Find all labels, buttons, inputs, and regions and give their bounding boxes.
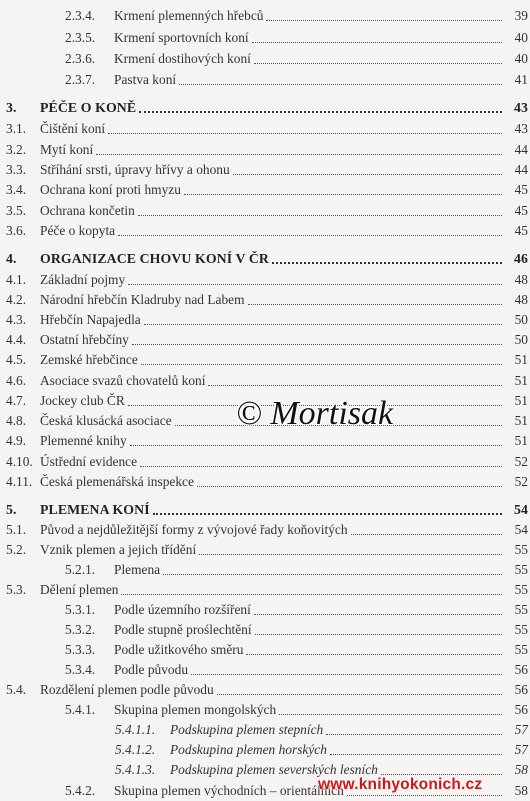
toc-chapter-entry — [0, 249, 530, 269]
toc-entry — [0, 330, 530, 350]
toc-entry — [0, 660, 530, 680]
dot-leader — [326, 734, 502, 735]
toc-entry-title: Skupina plemen východních – orientálních — [114, 783, 344, 798]
toc-entry-title: Dělení plemen — [40, 582, 119, 597]
toc-entry-number: 4.4. — [6, 332, 27, 347]
toc-entry-page-number: 52 — [514, 454, 528, 469]
toc-entry-number: 5.4.1.1. — [115, 722, 156, 737]
toc-entry-title: Národní hřebčín Kladruby nad Labem — [40, 292, 245, 307]
toc-entry-page-number: 55 — [514, 562, 528, 577]
toc-entry-number: 3.1. — [6, 121, 27, 136]
toc-entry-title: Podle původu — [114, 662, 189, 677]
toc-entry-number: 2.3.7. — [65, 72, 96, 87]
toc-entry-number: 4.1. — [6, 272, 27, 287]
toc-entry-page-number: 58 — [514, 783, 528, 798]
toc-entry — [0, 270, 530, 290]
toc-entry-title: Podle územního rozšíření — [114, 602, 251, 617]
toc-entry-number: 5.3.2. — [65, 622, 96, 637]
dot-leader — [153, 513, 502, 515]
toc-entry-page-number: 55 — [514, 582, 528, 597]
toc-entry-title: Krmení dostihových koní — [114, 51, 251, 66]
toc-entry-page-number: 54 — [514, 502, 528, 517]
toc-entry — [0, 201, 530, 221]
toc-entry — [0, 290, 530, 310]
toc-entry-page-number: 51 — [514, 393, 528, 408]
toc-entry-number: 2.3.6. — [65, 51, 96, 66]
dot-leader — [351, 534, 502, 535]
toc-entry-page-number: 57 — [514, 742, 528, 757]
dot-leader — [118, 235, 502, 236]
toc-entry-page-number: 41 — [514, 72, 528, 87]
dot-leader — [255, 634, 502, 635]
toc-entry-title: Asociace svazů chovatelů koní — [40, 373, 206, 388]
toc-entry-number: 5.4. — [6, 682, 27, 697]
dot-leader — [272, 262, 502, 264]
toc-entry-title: PÉČE O KONĚ — [40, 100, 137, 115]
toc-entry — [0, 70, 530, 90]
toc-entry — [0, 310, 530, 330]
toc-chapter-entry — [0, 500, 530, 520]
toc-entry-number: 4.6. — [6, 373, 27, 388]
dot-leader — [197, 486, 502, 487]
toc-entry-title: Krmení plemenných hřebců — [114, 8, 264, 23]
toc-entry-title: Plemena — [114, 562, 161, 577]
copyright-watermark: © Mortisak — [236, 395, 394, 432]
toc-entry — [0, 600, 530, 620]
dot-leader — [130, 445, 502, 446]
toc-entry-title: Péče o kopyta — [40, 223, 116, 238]
toc-entry-number: 5.1. — [6, 522, 27, 537]
toc-entry-title: Podskupina plemen horských — [170, 742, 327, 757]
toc-entry-title: Skupina plemen mongolských — [114, 702, 277, 717]
toc-entry-title: Ostatní hřebčíny — [40, 332, 129, 347]
toc-entry-page-number: 58 — [514, 762, 528, 777]
dot-leader — [191, 674, 502, 675]
toc-entry-page-number: 40 — [514, 30, 528, 45]
dot-leader — [138, 215, 502, 216]
toc-entry-title: Podle stupně proślechtění — [114, 622, 252, 637]
toc-entry-title: Vznik plemen a jejich třídění — [40, 542, 197, 557]
toc-entry-page-number: 54 — [514, 522, 528, 537]
dot-leader — [246, 654, 502, 655]
dot-leader — [208, 385, 502, 386]
toc-entry-title: Ochrana koní proti hmyzu — [40, 182, 181, 197]
toc-entry-page-number: 52 — [514, 474, 528, 489]
toc-entry-title: Ústřední evidence — [40, 454, 138, 469]
toc-entry-title: Mytí koní — [40, 142, 94, 157]
toc-entry — [0, 371, 530, 391]
toc-entry-page-number: 48 — [514, 272, 528, 287]
toc-entry-number: 5.4.2. — [65, 783, 96, 798]
toc-entry-number: 4.3. — [6, 312, 27, 327]
toc-entry-title: Podskupina plemen stepních — [170, 722, 324, 737]
toc-entry-page-number: 51 — [514, 352, 528, 367]
dot-leader — [96, 154, 502, 155]
toc-entry-number: 5.4.1.2. — [115, 742, 156, 757]
toc-entry-number: 4.7. — [6, 393, 27, 408]
toc-entry-number: 4.9. — [6, 433, 27, 448]
toc-entry-number: 5.2. — [6, 542, 27, 557]
toc-entry-number: 3.3. — [6, 162, 27, 177]
toc-entry-page-number: 56 — [514, 682, 528, 697]
toc-entry-title: Jockey club ČR — [40, 393, 125, 408]
dot-leader — [163, 574, 502, 575]
toc-entry — [0, 640, 530, 660]
toc-entry — [0, 119, 530, 139]
toc-entry-title: PLEMENA KONÍ — [40, 502, 150, 517]
toc-entry-page-number: 46 — [514, 251, 528, 266]
toc-entry-page-number: 43 — [514, 121, 528, 136]
toc-entry-page-number: 50 — [514, 332, 528, 347]
toc-entry-number: 5.2.1. — [65, 562, 96, 577]
toc-entry-page-number: 51 — [514, 413, 528, 428]
toc-entry-title: Čištění koní — [40, 121, 106, 136]
toc-entry-title: Hřebčín Napajedla — [40, 312, 141, 327]
toc-entry — [0, 472, 530, 492]
toc-entry-page-number: 43 — [514, 100, 528, 115]
dot-leader — [233, 174, 502, 175]
toc-entry-page-number: 57 — [514, 722, 528, 737]
toc-entry-page-number: 56 — [514, 702, 528, 717]
toc-entry-title: Plemenné knihy — [40, 433, 127, 448]
toc-entry-title: Stříhání srsti, úpravy hřívy a ohonu — [40, 162, 230, 177]
toc-entry-page-number: 55 — [514, 622, 528, 637]
dot-leader — [248, 304, 502, 305]
toc-entry-page-number: 45 — [514, 203, 528, 218]
dot-leader — [179, 84, 502, 85]
toc-entry-title: Rozdělení plemen podle původu — [40, 682, 214, 697]
toc-entry-number: 5.3. — [6, 582, 27, 597]
toc-entry-title: Podle užitkového směru — [114, 642, 244, 657]
toc-entry-number: 5.3.1. — [65, 602, 96, 617]
toc-entry-title: Původ a nejdůležitější formy z vývojové řady koňovitých — [40, 522, 348, 537]
dot-leader — [266, 20, 502, 21]
toc-entry-number: 4.8. — [6, 413, 27, 428]
toc-entry — [0, 560, 530, 580]
toc-entry-number: 4. — [6, 251, 17, 266]
toc-entry — [0, 49, 530, 69]
toc-entry — [0, 221, 530, 241]
toc-entry-number: 5.4.1. — [65, 702, 96, 717]
toc-entry-title: Základní pojmy — [40, 272, 126, 287]
website-watermark: www.knihyokonich.cz — [318, 776, 483, 793]
toc-entry — [0, 520, 530, 540]
dot-leader — [128, 284, 502, 285]
toc-entry-page-number: 39 — [514, 8, 528, 23]
toc-entry-title: Ochrana končetin — [40, 203, 135, 218]
dot-leader — [121, 594, 502, 595]
toc-entry-number: 3. — [6, 100, 17, 115]
toc-entry-page-number: 51 — [514, 373, 528, 388]
toc-entry-number: 4.11. — [6, 474, 33, 489]
toc-entry — [0, 28, 530, 48]
toc-entry-number: 5.3.4. — [65, 662, 96, 677]
toc-entry — [0, 620, 530, 640]
toc-entry-number: 5.4.1.3. — [115, 762, 156, 777]
toc-entry-page-number: 45 — [514, 223, 528, 238]
toc-entry — [0, 580, 530, 600]
dot-leader — [347, 795, 502, 796]
toc-entry-number: 4.2. — [6, 292, 27, 307]
dot-leader — [330, 754, 502, 755]
toc-entry-title: ORGANIZACE CHOVU KONÍ V ČR — [40, 251, 269, 266]
dot-leader — [144, 324, 502, 325]
dot-leader — [199, 554, 502, 555]
toc-entry-number: 5.3.3. — [65, 642, 96, 657]
dot-leader — [140, 466, 502, 467]
dot-leader — [108, 133, 502, 134]
dot-leader — [254, 614, 502, 615]
toc-entry — [0, 720, 530, 740]
dot-leader — [279, 714, 502, 715]
toc-entry-title: Česká klusácká asociace — [40, 413, 172, 428]
toc-entry-title: Pastva koní — [114, 72, 177, 87]
toc-entry-number: 2.3.4. — [65, 8, 96, 23]
dot-leader — [252, 42, 502, 43]
toc-entry — [0, 540, 530, 560]
toc-entry-page-number: 55 — [514, 602, 528, 617]
toc-entry-page-number: 45 — [514, 182, 528, 197]
toc-entry — [0, 350, 530, 370]
toc-entry-page-number: 50 — [514, 312, 528, 327]
toc-chapter-entry — [0, 98, 530, 118]
toc-entry — [0, 680, 530, 700]
toc-entry-page-number: 55 — [514, 642, 528, 657]
toc-entry-number: 4.10. — [6, 454, 33, 469]
toc-entry — [0, 160, 530, 180]
toc-entry-page-number: 55 — [514, 542, 528, 557]
toc-entry-number: 3.6. — [6, 223, 27, 238]
toc-entry — [0, 740, 530, 760]
dot-leader — [381, 774, 502, 775]
toc-entry-number: 4.5. — [6, 352, 27, 367]
toc-entry-number: 3.4. — [6, 182, 27, 197]
dot-leader — [184, 194, 502, 195]
toc-entry — [0, 180, 530, 200]
dot-leader — [132, 344, 502, 345]
toc-entry-page-number: 44 — [514, 142, 528, 157]
dot-leader — [217, 694, 502, 695]
toc-entry-page-number: 40 — [514, 51, 528, 66]
toc-entry — [0, 452, 530, 472]
dot-leader — [139, 111, 502, 113]
toc-entry-number: 5. — [6, 502, 17, 517]
toc-entry — [0, 700, 530, 720]
toc-entry-number: 2.3.5. — [65, 30, 96, 45]
toc-entry — [0, 6, 530, 26]
toc-entry-number: 3.5. — [6, 203, 27, 218]
toc-entry-page-number: 56 — [514, 662, 528, 677]
toc-entry-page-number: 48 — [514, 292, 528, 307]
toc-entry-page-number: 51 — [514, 433, 528, 448]
dot-leader — [254, 63, 502, 64]
toc-entry-title: Krmení sportovních koní — [114, 30, 249, 45]
dot-leader — [141, 364, 502, 365]
toc-entry-title: Česká plemenářská inspekce — [40, 474, 194, 489]
toc-entry-title: Podskupina plemen severských lesních — [170, 762, 378, 777]
toc-entry — [0, 140, 530, 160]
toc-entry-page-number: 44 — [514, 162, 528, 177]
toc-entry-number: 3.2. — [6, 142, 27, 157]
toc-entry-title: Zemské hřebčince — [40, 352, 138, 367]
toc-entry — [0, 431, 530, 451]
